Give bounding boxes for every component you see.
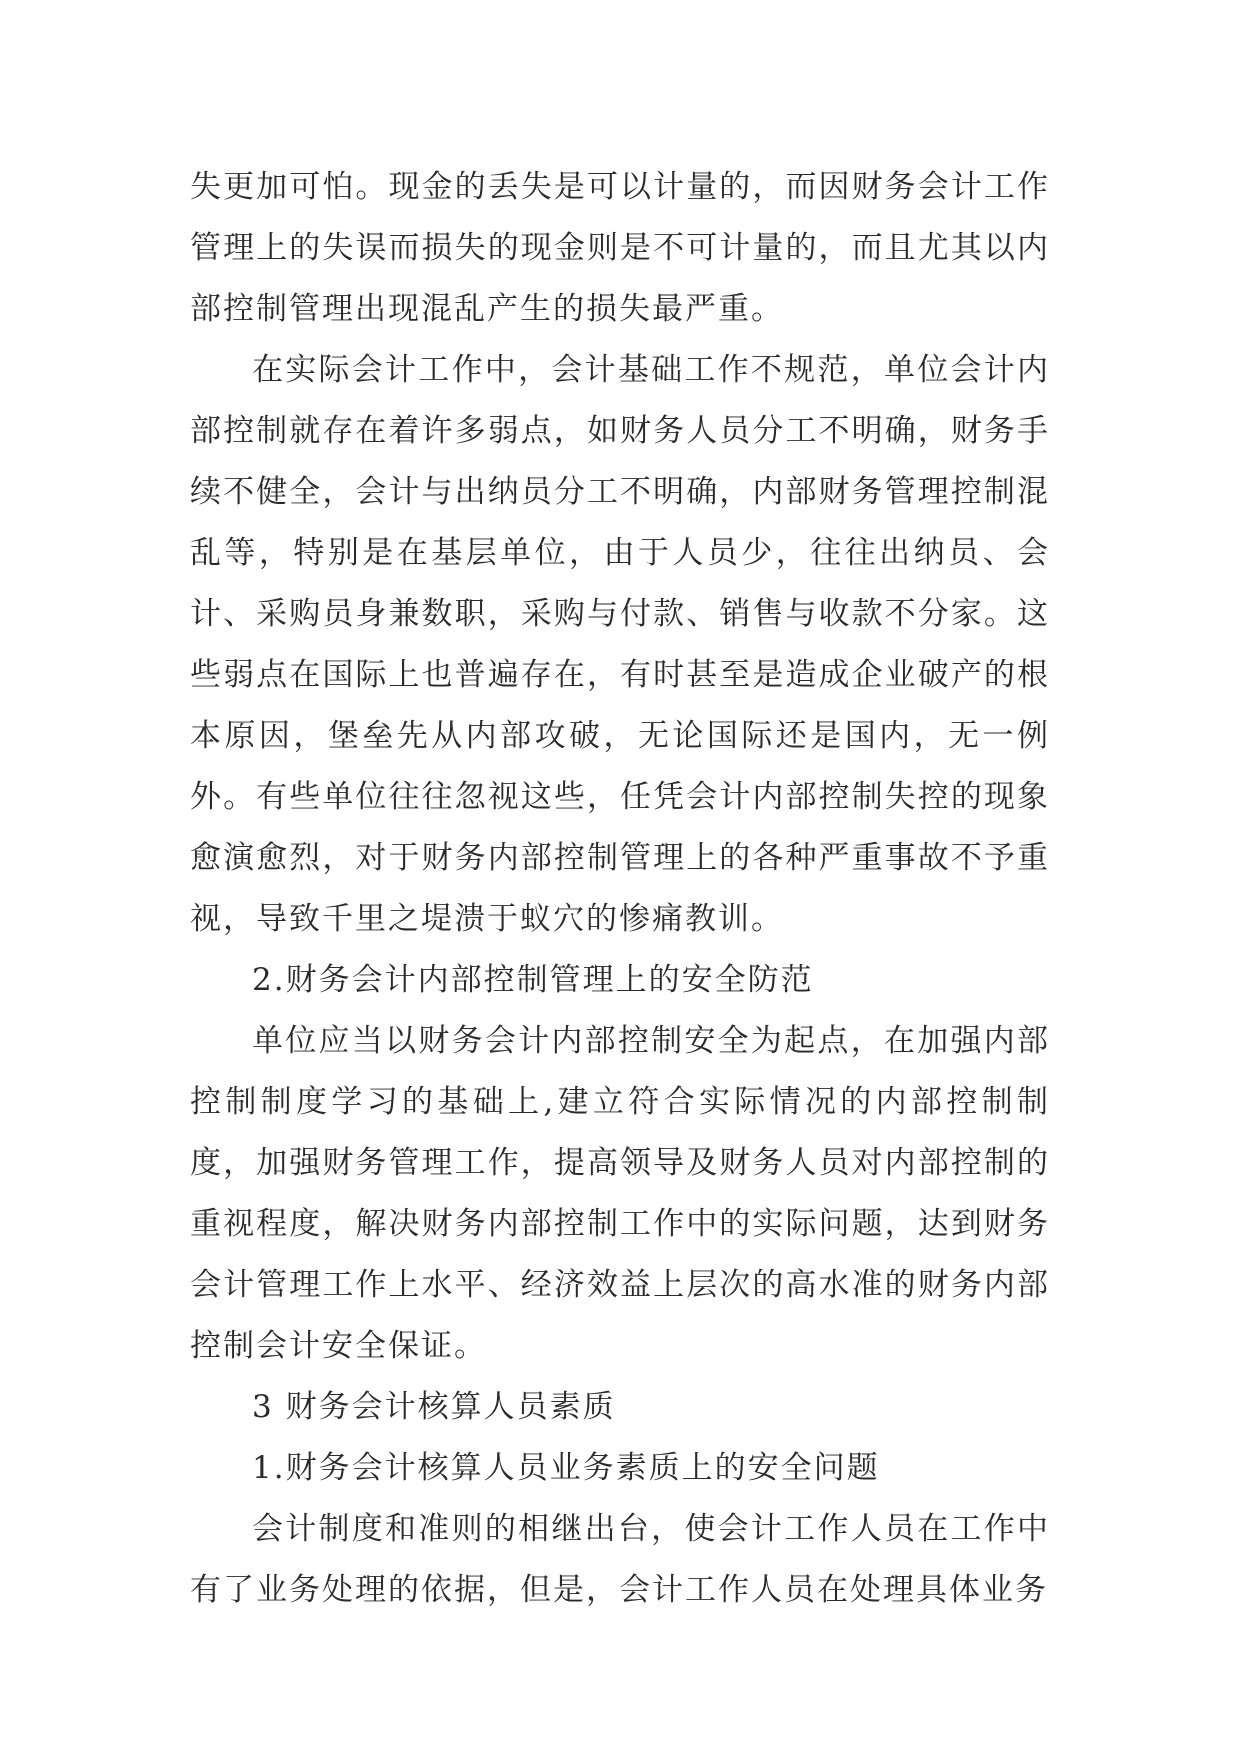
section-heading-security-prevention: 2.财务会计内部控制管理上的安全防范 — [252, 962, 814, 998]
paragraph-accounting-weakness: 在实际会计工作中，会计基础工作不规范，单位会计内部控制就存在着许多弱点，如财务人员分工不明确，财务手续不健全，会计与出纳员分工不明确，内部财务管理控制混乱等，特别是在基层单位，由于人员少，往往出纳员、会计、采购员身兼数职，采购与付款、销售与收款不分家。这些弱点在国际上也普遍存在，有时甚至是造成企业破产的根本原因，堡垒先从内部攻破，无论国际还是国内，无一例外。有些单位往往忽视这些，任凭会计内部控制失控的现象愈演愈烈，对于财务内部控制管理上的各种严重事故不予重视，导致千里之堤溃于蚁穴的惨痛教训。 — [190, 352, 1050, 937]
paragraph-business-quality: 会计制度和准则的相继出台，使会计工作人员在工作中有了业务处理的依据，但是，会计工作人员在处理具体业务 — [190, 1511, 1050, 1608]
paragraph-security-prevention: 单位应当以财务会计内部控制安全为起点，在加强内部控制制度学习的基础上,建立符合实际情况的内部控制制度，加强财务管理工作，提高领导及财务人员对内部控制的重视程度，解决财务内部控制工作中的实际问题，达到财务会计管理工作上水平、经济效益上层次的高水准的财务内部控制会计安全保证。 — [190, 1023, 1050, 1364]
section-heading-staff-quality: 3 财务会计核算人员素质 — [252, 1389, 616, 1425]
paragraph-continued: 失更加可怕。现金的丢失是可以计量的，而因财务会计工作管理上的失误而损失的现金则是不可计量的，而且尤其以内部控制管理出现混乱产生的损失最严重。 — [190, 169, 1050, 327]
document-body — [190, 157, 1050, 1621]
section-heading-business-quality: 1.财务会计核算人员业务素质上的安全问题 — [252, 1450, 880, 1486]
